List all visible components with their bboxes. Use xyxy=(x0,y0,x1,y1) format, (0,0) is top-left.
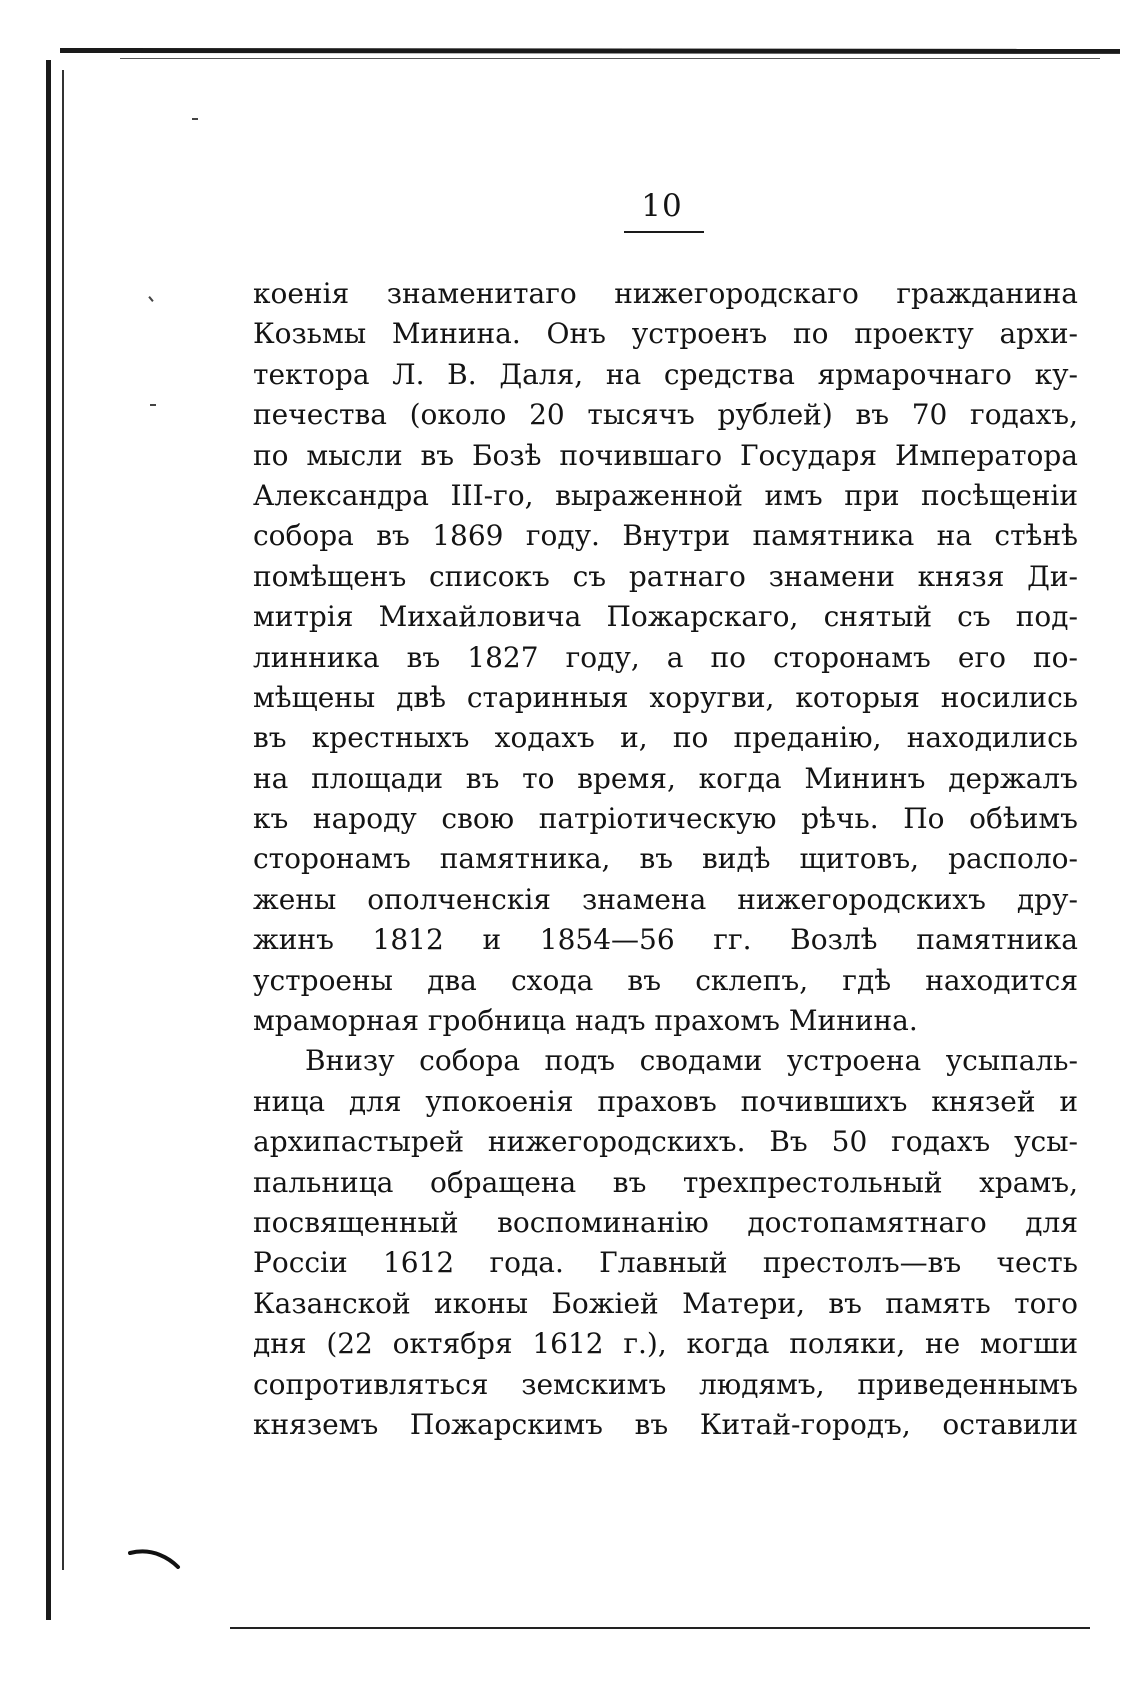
text-line: коенія знаменитаго нижегородскаго гражданина xyxy=(253,277,1078,310)
text-line: помѣщенъ списокъ съ ратнаго знамени князя Ди- xyxy=(253,559,1078,593)
text-line: жены ополченскія знамена нижегородскихъ дру- xyxy=(253,882,1078,916)
text-line: ница для упокоенія праховъ почившихъ князей и xyxy=(253,1084,1078,1118)
text-line: княземъ Пожарскимъ въ Китай-городъ, оставили xyxy=(253,1407,1078,1441)
text-line: мѣщены двѣ старинныя хоругви, которыя носились xyxy=(253,680,1078,714)
text-line: къ народу свою патріотическую рѣчь. По обѣимъ xyxy=(253,802,1078,836)
text-line: пальница обращена въ трехпрестольный храмъ, xyxy=(253,1165,1078,1199)
text-line: тектора Л. В. Даля, на средства ярмарочнаго ку- xyxy=(253,357,1078,391)
text-line: на площади въ то время, когда Мининъ держалъ xyxy=(253,761,1078,795)
text-line: Козьмы Минина. Онъ устроенъ по проекту архи- xyxy=(253,317,1078,351)
text-line: Александра III-го, выраженной имъ при посѣщеніи xyxy=(253,478,1078,512)
text-line: сторонамъ памятника, въ видѣ щитовъ, располо- xyxy=(253,842,1078,876)
scan-edge-top xyxy=(60,48,1120,54)
text-line: линника въ 1827 году, а по сторонамъ его по- xyxy=(253,640,1078,674)
text-line: дня (22 октября 1612 г.), когда поляки, не могши xyxy=(253,1327,1078,1361)
text-line: устроены два схода въ склепъ, гдѣ находится xyxy=(253,963,1078,997)
text-line: митрія Михайловича Пожарскаго, снятый съ под- xyxy=(253,600,1078,634)
text-line: по мысли въ Бозѣ почившаго Государя Императора xyxy=(253,438,1078,472)
scan-mark xyxy=(128,1547,182,1569)
text-line: посвященный воспоминанію достопамятнаго для xyxy=(253,1205,1078,1239)
text-line: архипастырей нижегородскихъ. Въ 50 годахъ усы- xyxy=(253,1125,1078,1159)
scan-edge-left-inner xyxy=(62,70,64,1570)
scan-edge-left xyxy=(46,60,51,1620)
page-body xyxy=(253,274,1078,1445)
text-line: собора въ 1869 году. Внутри памятника на стѣнѣ xyxy=(253,519,1078,553)
text-line: жинъ 1812 и 1854—56 гг. Возлѣ памятника xyxy=(253,923,1078,957)
text-line: сопротивляться земскимъ людямъ, приведеннымъ xyxy=(253,1367,1078,1401)
scan-speck xyxy=(150,404,156,406)
scan-edge-bottom xyxy=(230,1627,1090,1629)
text-line: Внизу собора подъ сводами устроена усыпаль- xyxy=(305,1044,1078,1078)
text-line: мраморная гробница надъ прахомъ Минина. xyxy=(253,1004,918,1038)
text-line: въ крестныхъ ходахъ и, по преданію, находились xyxy=(253,721,1078,755)
scan-speck xyxy=(192,118,198,120)
text-line: печества (около 20 тысячъ рублей) въ 70 годахъ, xyxy=(253,398,1078,432)
scan-edge-top-inner xyxy=(120,58,1100,59)
text-line: Казанской иконы Божіей Матери, въ память того xyxy=(253,1286,1078,1320)
scan-speck xyxy=(148,296,153,302)
page-number-rule xyxy=(624,231,704,233)
text-line: Россіи 1612 года. Главный престолъ—въ честь xyxy=(253,1246,1078,1280)
page-number: 10 xyxy=(641,188,683,224)
